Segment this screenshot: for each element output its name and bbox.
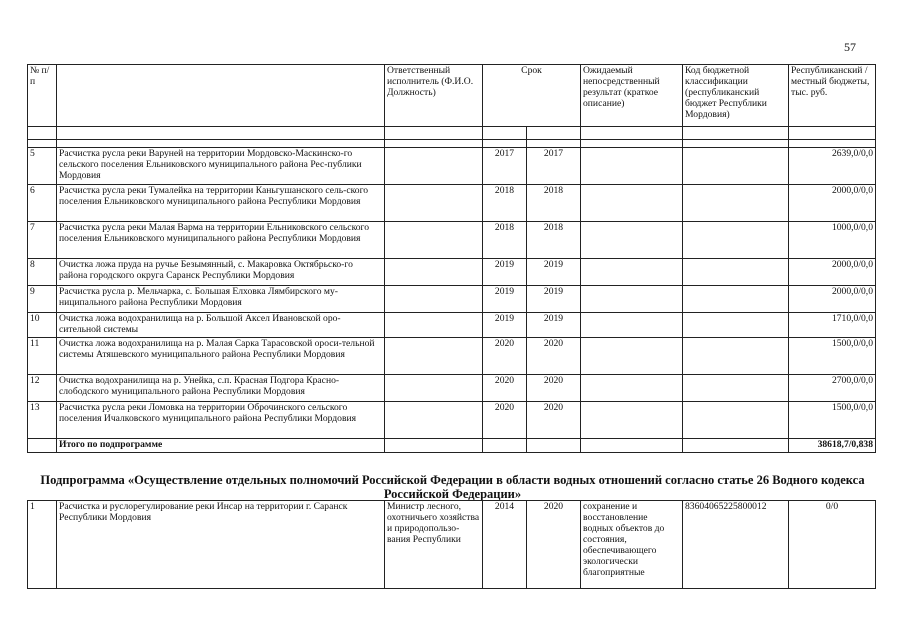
row-result	[581, 259, 683, 286]
header-row	[28, 65, 876, 127]
row-num: 13	[28, 402, 57, 439]
row-responsible	[385, 148, 483, 185]
row-responsible	[385, 185, 483, 222]
row-num: 8	[28, 259, 57, 286]
row-end: 2020	[527, 402, 581, 439]
row-num: 10	[28, 313, 57, 338]
row-responsible	[385, 222, 483, 259]
header-responsible: Ответственный исполнитель (Ф.И.О. Должность)	[385, 65, 483, 127]
row-num: 5	[28, 148, 57, 185]
row-result	[581, 402, 683, 439]
row-budget: 2700,0/0,0	[789, 375, 876, 402]
row-end: 2019	[527, 313, 581, 338]
row-result	[581, 185, 683, 222]
row-start: 2020	[483, 402, 527, 439]
row-num: 9	[28, 286, 57, 313]
row-num: 6	[28, 185, 57, 222]
row-responsible	[385, 286, 483, 313]
section-title: Подпрограмма «Осуществление отдельных полномочий Российской Федерации в области водных отношений согласно статье 26 Водного кодекса Российской Федерации»	[40, 473, 865, 501]
row-budget: 1000,0/0,0	[789, 222, 876, 259]
row-code	[683, 286, 789, 313]
row-budget: 2000,0/0,0	[789, 259, 876, 286]
row-result	[581, 148, 683, 185]
row-result	[581, 222, 683, 259]
row-result	[581, 313, 683, 338]
row-start: 2020	[483, 375, 527, 402]
row-end: 2018	[527, 185, 581, 222]
row-name: Очистка водохранилища на р. Унейка, с.п. Красная Подгора Красно-слободского муниципального района Республики Мордовия	[57, 375, 385, 402]
row-name: Расчистка русла реки Варуней на территории Мордовско-Маскинско-го сельского поселения Ельниковского муниципального района Рес-публики Мордовия	[57, 148, 385, 185]
row-budget: 1500,0/0,0	[789, 338, 876, 375]
empty-row	[28, 140, 876, 148]
row-name: Очистка ложа водохранилища на р. Большой Аксел Ивановской оро-сительной системы	[57, 313, 385, 338]
row-start: 2017	[483, 148, 527, 185]
row-end: 2019	[527, 259, 581, 286]
row-budget: 1500,0/0,0	[789, 402, 876, 439]
table-row	[28, 501, 876, 589]
row-code	[683, 259, 789, 286]
row-name: Расчистка и руслорегулирование реки Инсар на территории г. Саранск Республики Мордовия	[57, 501, 385, 589]
row-result	[581, 286, 683, 313]
table-row	[28, 185, 876, 222]
program-table	[27, 64, 876, 453]
table-row	[28, 338, 876, 375]
row-start: 2018	[483, 222, 527, 259]
row-end: 2020	[527, 338, 581, 375]
header-code: Код бюджетной классификации (республиканский бюджет Республики Мордовия)	[683, 65, 789, 127]
header-budget: Республиканский /местный бюджеты, тыс. руб.	[789, 65, 876, 127]
row-start: 2018	[483, 185, 527, 222]
row-budget: 1710,0/0,0	[789, 313, 876, 338]
total-budget: 38618,7/0,838	[789, 439, 876, 453]
row-responsible	[385, 402, 483, 439]
row-budget: 2000,0/0,0	[789, 286, 876, 313]
row-budget: 0/0	[789, 501, 876, 589]
row-code	[683, 402, 789, 439]
row-end: 2017	[527, 148, 581, 185]
row-start: 2019	[483, 286, 527, 313]
header-result: Ожидаемый непосредственный результат (краткое описание)	[581, 65, 683, 127]
table-row	[28, 222, 876, 259]
total-label: Итого по подпрограмме	[57, 439, 385, 453]
table-row	[28, 148, 876, 185]
row-code	[683, 338, 789, 375]
row-end: 2020	[527, 375, 581, 402]
row-num: 7	[28, 222, 57, 259]
row-name: Расчистка русла реки Ломовка на территории Оброчинского сельского поселения Ичалковского муниципального района Республики Мордовия	[57, 402, 385, 439]
row-name: Очистка ложа пруда на ручье Безымянный, с. Макаровка Октябрьско-го района городского округа Саранск Республики Мордовия	[57, 259, 385, 286]
row-budget: 2639,0/0,0	[789, 148, 876, 185]
row-result: сохранение и восстановление водных объектов до состояния, обеспечивающего экологически благоприятные	[581, 501, 683, 589]
row-responsible: Министр лесного, охотничьего хозяйства и природопользо-вания Республики	[385, 501, 483, 589]
table-row	[28, 402, 876, 439]
row-start: 2019	[483, 313, 527, 338]
table-row	[28, 375, 876, 402]
row-code	[683, 222, 789, 259]
row-code	[683, 148, 789, 185]
row-code: 83604065225800012	[683, 501, 789, 589]
row-responsible	[385, 313, 483, 338]
row-responsible	[385, 375, 483, 402]
row-name: Очистка ложа водохранилища на р. Малая Сарка Тарасовской ороси-тельной системы Атяшевского муниципального района Республики Мордовия	[57, 338, 385, 375]
row-end: 2019	[527, 286, 581, 313]
row-start: 2014	[483, 501, 527, 589]
table-row	[28, 313, 876, 338]
header-term: Срок	[483, 65, 581, 127]
header-num: № п/п	[28, 65, 57, 127]
row-name: Расчистка русла реки Тумалейка на территории Каньгушанского сель-ского поселения Ельниковского муниципального района Республики Мордовия	[57, 185, 385, 222]
row-code	[683, 313, 789, 338]
header-name	[57, 65, 385, 127]
table-row	[28, 259, 876, 286]
row-num: 12	[28, 375, 57, 402]
row-result	[581, 338, 683, 375]
row-end: 2020	[527, 501, 581, 589]
subprogram-table	[27, 500, 876, 589]
row-result	[581, 375, 683, 402]
row-num: 11	[28, 338, 57, 375]
row-start: 2019	[483, 259, 527, 286]
row-code	[683, 375, 789, 402]
row-name: Расчистка русла р. Мельчарка, с. Большая Елховка Лямбирского му-ниципального района Республики Мордовия	[57, 286, 385, 313]
row-code	[683, 185, 789, 222]
page-number: 57	[844, 40, 856, 54]
empty-row	[28, 127, 876, 140]
row-num: 1	[28, 501, 57, 589]
total-row	[28, 439, 876, 453]
table-row	[28, 286, 876, 313]
row-end: 2018	[527, 222, 581, 259]
row-responsible	[385, 338, 483, 375]
row-start: 2020	[483, 338, 527, 375]
row-name: Расчистка русла реки Малая Варма на территории Ельниковского сельского поселения Ельниковского муниципального района Республики Мордовия	[57, 222, 385, 259]
row-budget: 2000,0/0,0	[789, 185, 876, 222]
row-responsible	[385, 259, 483, 286]
